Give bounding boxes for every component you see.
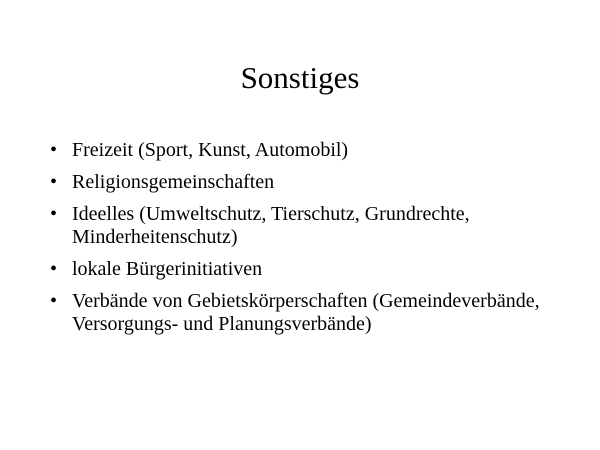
bullet-icon: • bbox=[50, 258, 58, 280]
list-item-text: lokale Bürgerinitiativen bbox=[72, 258, 263, 280]
list-item bbox=[48, 203, 588, 249]
list-item-text: Freizeit (Sport, Kunst, Automobil) bbox=[72, 139, 349, 161]
bullet-list bbox=[48, 139, 588, 345]
list-item-text: Ideelles (Umweltschutz, Tierschutz, Grundrechte, Minderheitenschutz) bbox=[72, 203, 470, 248]
bullet-icon: • bbox=[50, 203, 58, 225]
slide-title: Sonstiges bbox=[240, 60, 360, 95]
list-item bbox=[48, 139, 588, 162]
list-item-text: Religionsgemeinschaften bbox=[72, 171, 275, 193]
list-item bbox=[48, 290, 588, 336]
bullet-icon: • bbox=[50, 171, 58, 193]
list-item bbox=[48, 171, 588, 194]
bullet-icon: • bbox=[50, 290, 58, 312]
list-item bbox=[48, 258, 588, 281]
list-item-text: Verbände von Gebietskörperschaften (Gemeindeverbände, Versorgungs- und Planungsverbände) bbox=[72, 290, 540, 335]
bullet-icon: • bbox=[50, 139, 58, 161]
